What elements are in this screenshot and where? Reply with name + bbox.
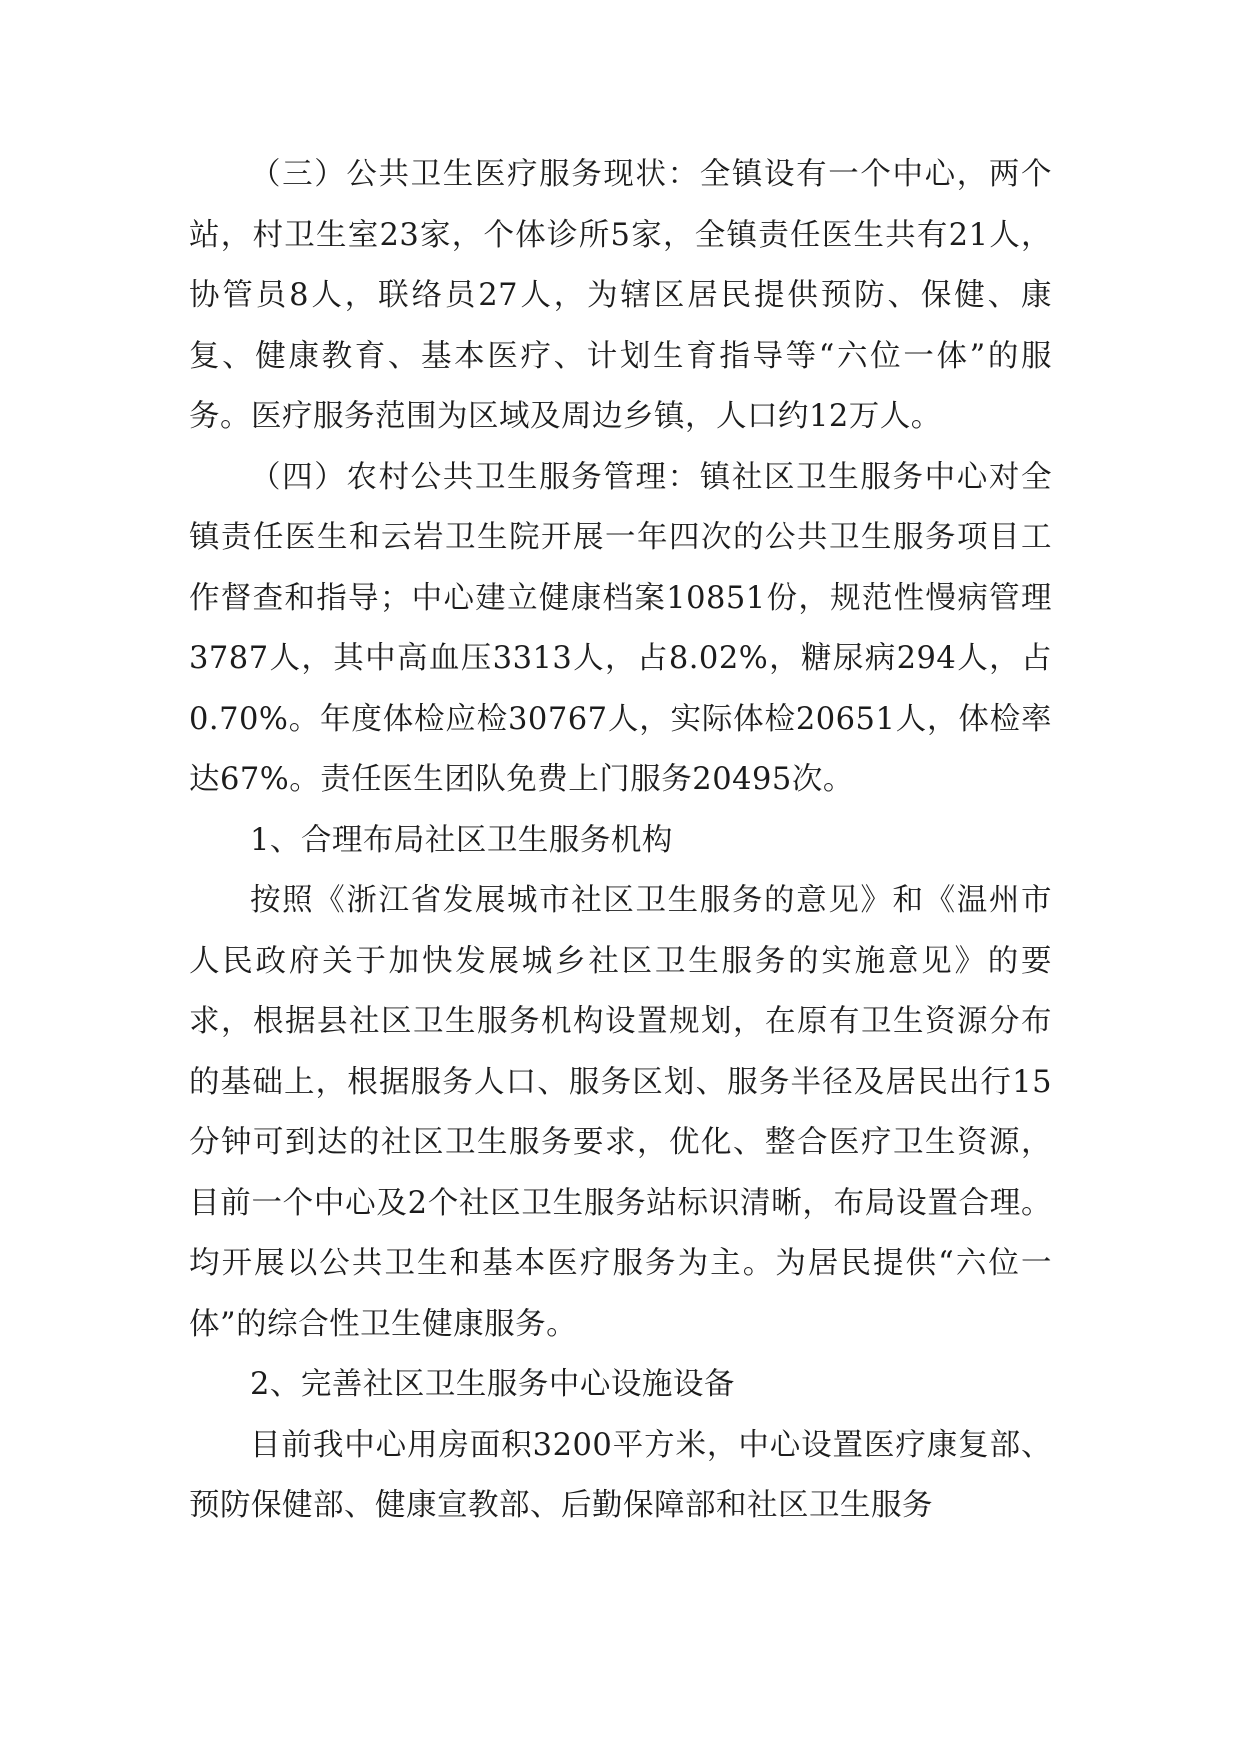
paragraph-improve-facilities: 目前我中心用房面积3200平方米，中心设置医疗康复部、预防保健部、健康宣教部、后勤保障部和社区卫生服务	[189, 1427, 1052, 1523]
heading-layout-institutions: 1、合理布局社区卫生服务机构	[250, 822, 673, 858]
paragraph-rural-health-management: （四）农村公共卫生服务管理：镇社区卫生服务中心对全镇责任医生和云岩卫生院开展一年四次的公共卫生服务项目工作督查和指导；中心建立健康档案10851份，规范性慢病管理3787人，其中高血压3313人，占8.02%，糖尿病294人，占0.70%。年度体检应检30767人，实际体检20651人，体检率达67%。责任医生团队免费上门服务20495次。	[189, 459, 1052, 797]
document-body	[189, 145, 1052, 1537]
paragraph-layout-institutions: 按照《浙江省发展城市社区卫生服务的意见》和《温州市人民政府关于加快发展城乡社区卫生服务的实施意见》的要求，根据县社区卫生服务机构设置规划，在原有卫生资源分布的基础上，根据服务人口、服务区划、服务半径及居民出行15分钟可到达的社区卫生服务要求，优化、整合医疗卫生资源，目前一个中心及2个社区卫生服务站标识清晰，布局设置合理。均开展以公共卫生和基本医疗服务为主。为居民提供“六位一体”的综合性卫生健康服务。	[189, 883, 1052, 1342]
paragraph-public-health-status: （三）公共卫生医疗服务现状：全镇设有一个中心，两个站，村卫生室23家，个体诊所5家，全镇责任医生共有21人，协管员8人，联络员27人，为辖区居民提供预防、保健、康复、健康教育、基本医疗、计划生育指导等“六位一体”的服务。医疗服务范围为区域及周边乡镇，人口约12万人。	[189, 157, 1052, 434]
heading-improve-facilities: 2、完善社区卫生服务中心设施设备	[250, 1367, 735, 1402]
